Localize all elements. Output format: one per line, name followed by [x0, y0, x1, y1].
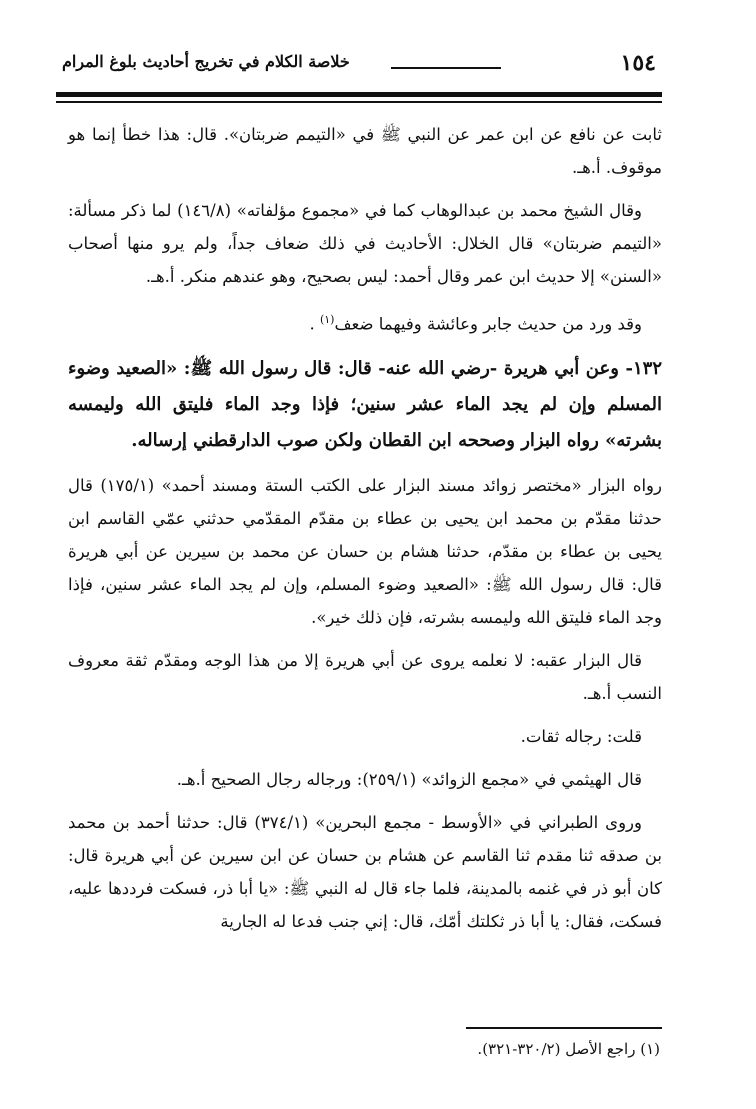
footnote-rule [466, 1027, 662, 1029]
paragraph-8: قال الهيثمي في «مجمع الزوائد» (٢٥٩/١): ورجاله رجال الصحيح أ.هـ. [176, 769, 642, 789]
paragraph-5: رواه البزار «مختصر زوائد مسند البزار على الكتب الستة ومسند أحمد» (١٧٥/١) قال حدثنا مقدّم بن محمد ابن يحيى بن عطاء بن مقدّم المقدّمي حدثني عمّي القاسم ابن يحيى بن عطاء بن مقدّم، حدثنا هشام بن حسان عن محمد بن سيرين عن أبي هريرة قال: قال رسول الله ﷺ: «الصعيد وضوء المسلم، وإن لم يجد الماء عشر سنين، فإذا وجد الماء فليتق الله وليمسه بشرته، فإن ذلك خير». [68, 475, 662, 627]
paragraph-3-end: . [309, 314, 320, 334]
paragraph-7: قلت: رجاله ثقات. [520, 726, 642, 746]
header-rule-thick [56, 92, 662, 97]
footnote: (١) راجع الأصل (٣٢٠/٢-٣٢١). [477, 1040, 660, 1058]
paragraph-3 [68, 303, 662, 341]
page-number: ١٥٤ [620, 50, 656, 76]
paragraph-6: قال البزار عقبه: لا نعلمه يروى عن أبي هريرة إلا من هذا الوجه ومقدّم ثقة معروف النسب أ.هـ. [68, 650, 662, 703]
header-rule-thin [56, 101, 662, 103]
paragraph-2: وقال الشيخ محمد بن عبدالوهاب كما في «مجموع مؤلفاته» (١٤٦/٨) لما ذكر مسألة: «التيمم ضربتان» قال الخلال: الأحاديث في ذلك ضعاف جداً، ولم يرو منها أصحاب «السنن» إلا حديث ابن عمر وقال أحمد: ليس بصحيح، وهو عندهم منكر. أ.هـ. [68, 201, 662, 286]
footnote-reference: (١) [319, 313, 335, 326]
paragraph-1: ثابت عن نافع عن ابن عمر عن النبي ﷺ في «التيمم ضربتان». قال: هذا خطأ إنما هو موقوف. أ.هـ. [68, 125, 662, 177]
hadith-132: ١٣٢- وعن أبي هريرة -رضي الله عنه- قال: قال رسول الله ﷺ: «الصعيد وضوء المسلم وإن لم يجد الماء عشر سنين؛ فإذا وجد الماء فليتق الله وليمسه بشرته» رواه البزار وصححه ابن القطان ولكن صوب الدارقطني إرساله. [68, 357, 662, 451]
page-body [68, 118, 662, 948]
running-title: خلاصة الكلام في تخريج أحاديث بلوغ المرام [62, 52, 350, 71]
paragraph-9: وروى الطبراني في «الأوسط - مجمع البحرين» (٣٧٤/١) قال: حدثنا أحمد بن محمد بن صدقه ثنا مقدم ثنا القاسم عن هشام بن حسان عن ابن سيرين عن أبي هريرة قال: كان أبو ذر في غنمه بالمدينة، فلما جاء قال له النبي ﷺ: «يا أبا ذر، فسكت فرددها عليه، فسكت، فقال: يا أبا ذر ثكلتك أمّك، قال: إني جنب فدعا له الجارية [68, 812, 662, 931]
page-header [56, 50, 662, 90]
paragraph-3-text: وقد ورد من حديث جابر وعائشة وفيهما ضعف [334, 314, 642, 334]
header-dash [391, 67, 501, 69]
